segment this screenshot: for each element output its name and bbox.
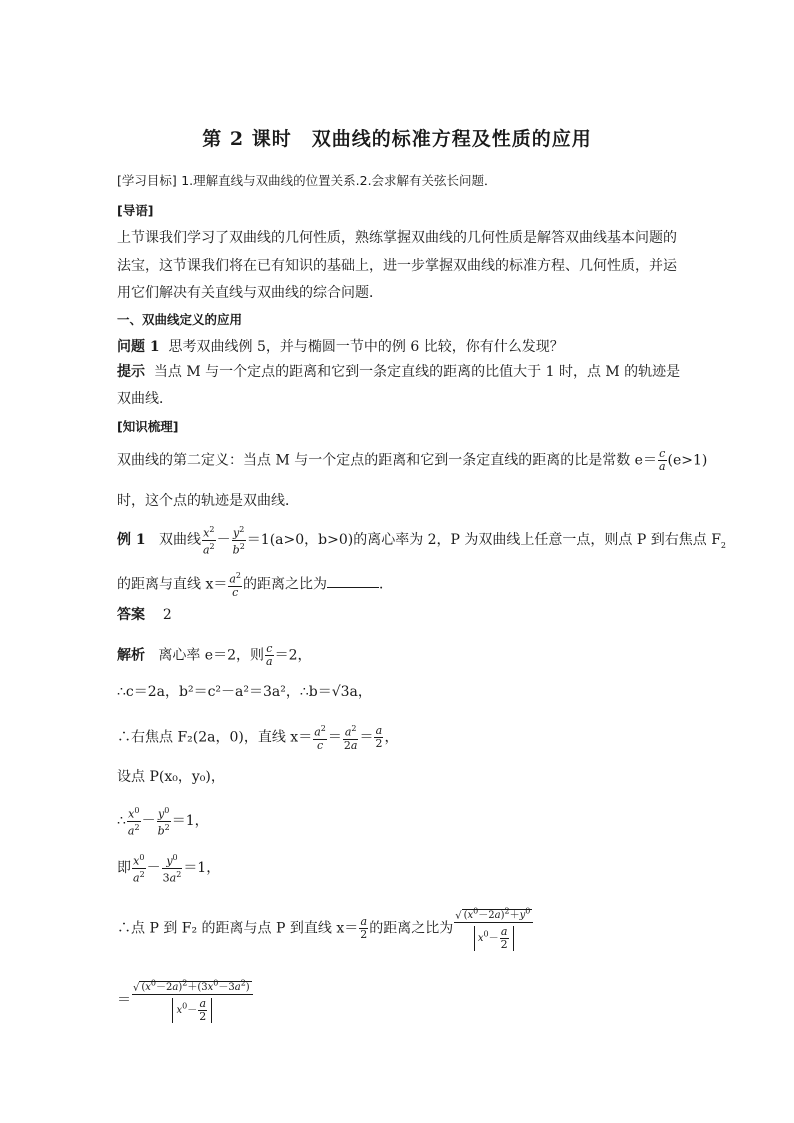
step-5-suffix: ＝1， — [183, 860, 221, 877]
step-2-text: ∴右焦点 F₂(2a，0)，直线 x＝ — [117, 729, 313, 746]
fraction-y2-over-b2: $\frac{y^2}{b^2}$ — [232, 525, 245, 557]
hint-text-1: 当点 M 与一个定点的距离和它到一条定直线的距离的比值大于 1 时，点 M 的轨迹是 — [153, 364, 681, 380]
step-6-text-a: ∴点 P 到 F₂ 的距离与点 P 到直线 x＝ — [117, 920, 359, 937]
step-7: ＝ √ $(x^0-2a)^2+(3x^0-3a^2)$ $x^0-$ $\frac{a}{2}$ — [117, 978, 254, 1023]
intro-tag: [导语] — [117, 203, 154, 218]
hint-line-2: 双曲线． — [117, 391, 173, 407]
definition-line-1 — [117, 448, 707, 473]
step-4-prefix: ∴ — [117, 813, 126, 830]
analysis-label: 解析 — [117, 647, 145, 664]
step-3: 设点 P(x₀，y₀)， — [117, 769, 225, 785]
example-label: 例 1 — [117, 532, 146, 549]
example-text-a: 双曲线 — [158, 532, 201, 549]
example-1-line-1: 例 1 双曲线 $\frac{x^2}{a^2}$ － $\frac{y^2}{b^2}$ ＝1(a>0，b>0)的离心率为 2，P 为双曲线上任意一点，则点 P 到右焦点 $F_2$ — [117, 525, 727, 557]
intro-line-2: 法宝，这节课我们将在已有知识的基础上，进一步掌握双曲线的标准方程、几何性质，并运 — [117, 258, 677, 274]
objective-tag: [学习目标] — [117, 173, 177, 188]
question-1 — [117, 338, 564, 356]
section-heading-1: 一、双曲线定义的应用 — [117, 312, 243, 327]
question-text: 思考双曲线例 5，并与椭圆一节中的例 6 比较，你有什么发现？ — [168, 339, 564, 355]
fraction-a-over-2-b: $\frac{a}{2}$ — [360, 915, 368, 942]
fraction-c-over-a: $\frac{c}{a}$ — [658, 447, 666, 473]
knowledge-heading — [117, 418, 178, 436]
question-label: 问题 1 — [117, 339, 160, 355]
fraction-a2-over-c-2: $\frac{a^2}{c}$ — [314, 724, 326, 752]
distance-ratio-fraction: √ $(x^0-2a)^2+y^0$ $x^0-$ $\frac{a}{2}$ — [454, 906, 533, 951]
fraction-y0sq-over-b2: $\frac{y^0}{b^2}$ — [157, 806, 170, 838]
example-line2-text-a: 的距离与直线 x＝ — [117, 576, 228, 593]
fraction-x0sq-over-a2-2: $\frac{x^0}{a^2}$ — [133, 853, 145, 885]
fraction-x0sq-over-a2: $\frac{x^0}{a^2}$ — [127, 806, 140, 838]
step-4: ∴ $\frac{x^0}{a^2}$ － $\frac{y^0}{b^2}$ ＝1， — [117, 806, 209, 838]
fraction-a2-over-2a: $\frac{a^2}{2a}$ — [343, 724, 358, 752]
fraction-a2-over-c: $\frac{a^2}{c}$ — [229, 571, 242, 599]
hint-line-1 — [117, 363, 680, 381]
analysis-text-a: 离心率 e＝2，则 — [158, 647, 265, 664]
distance-ratio-fraction-2: √ $(x^0-2a)^2+(3x^0-3a^2)$ $x^0-$ $\frac{a}{2}$ — [132, 978, 253, 1023]
analysis-line — [117, 643, 312, 668]
answer-blank — [327, 575, 379, 588]
step-6 — [117, 906, 534, 951]
step-1: ∴c＝2a，b²＝c²－a²＝3a²，∴b＝√3a， — [117, 684, 372, 700]
step-5-prefix: 即 — [117, 860, 131, 877]
example-line2-text-b: 的距离之比为 — [243, 576, 328, 593]
step-4-suffix: ＝1， — [171, 813, 209, 830]
intro-heading — [117, 202, 153, 220]
hint-label: 提示 — [117, 364, 145, 380]
answer-line — [117, 606, 172, 624]
definition-line-2: 时，这个点的轨迹是双曲线． — [117, 493, 299, 509]
answer-value: 2 — [162, 607, 172, 623]
fraction-y0sq-over-3a2: $\frac{y^0}{3a^2}$ — [162, 853, 182, 885]
definition-condition: (e>1) — [667, 452, 708, 469]
example-1-line-2: 的距离与直线 x＝ $\frac{a^2}{c}$ 的距离之比为 ． — [117, 571, 394, 599]
learning-objective — [117, 172, 497, 190]
page-title: 第 2 课时 双曲线的标准方程及性质的应用 — [202, 128, 592, 150]
knowledge-tag: [知识梳理] — [117, 419, 179, 434]
objective-text: 1.理解直线与双曲线的位置关系.2.会求解有关弦长问题． — [181, 173, 497, 188]
example-text-b: ＝1(a>0，b>0)的离心率为 2，P 为双曲线上任意一点，则点 P 到右焦点 F — [246, 532, 721, 549]
step-6-text-b: 的距离之比为 — [369, 920, 454, 937]
intro-line-3: 用它们解决有关直线与双曲线的综合问题． — [117, 285, 383, 301]
step-2: ∴右焦点 F₂(2a，0)，直线 x＝ $\frac{a^2}{c}$ ＝ $\frac{a^2}{2a}$ ＝ $\frac{a}{2}$ ， — [117, 723, 399, 752]
answer-label: 答案 — [117, 607, 145, 623]
analysis-text-b: ＝2， — [274, 647, 312, 664]
step-5: 即 $\frac{x^0}{a^2}$ － $\frac{y^0}{3a^2}$ ＝1， — [117, 853, 221, 885]
fraction-x2-over-a2: $\frac{x^2}{a^2}$ — [202, 525, 215, 557]
intro-line-1: 上节课我们学习了双曲线的几何性质，熟练掌握双曲线的几何性质是解答双曲线基本问题的 — [117, 230, 677, 246]
fraction-c-over-a-2: $\frac{c}{a}$ — [266, 642, 273, 668]
definition-text: 双曲线的第二定义：当点 M 与一个定点的距离和它到一条定直线的距离的比是常数 e＝ — [117, 452, 657, 469]
fraction-a-over-2: $\frac{a}{2}$ — [375, 723, 383, 750]
